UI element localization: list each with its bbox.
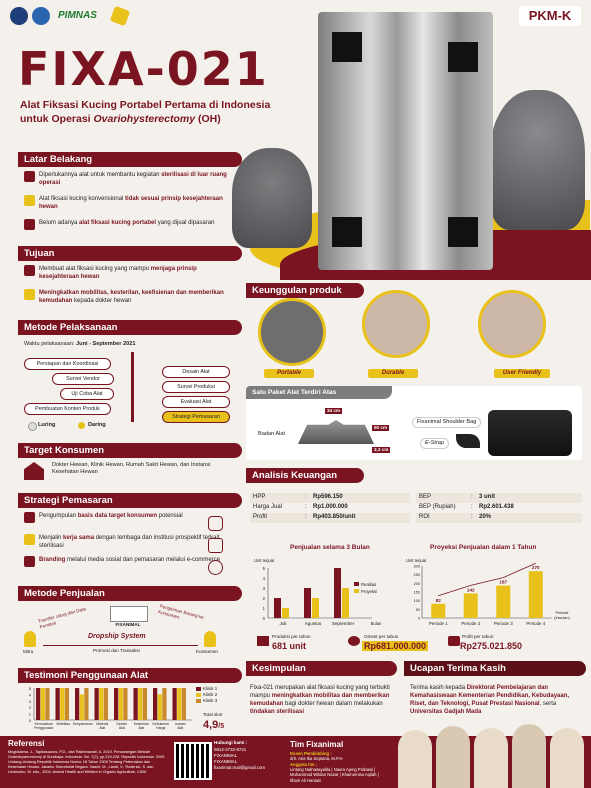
tag-durable: Durable: [368, 369, 418, 378]
metode-step-left: Uji Coba Alat: [60, 388, 114, 400]
promosi-arrow: [43, 645, 198, 646]
user-friendly-image: [478, 290, 546, 358]
dim-50: 50 cm: [374, 425, 388, 430]
finance-colon: :: [305, 494, 307, 500]
metode-step-left: Survei Vendor: [52, 373, 114, 385]
omset-icon: [348, 636, 360, 646]
chart2-y-tick: 200: [413, 581, 420, 586]
testi-bar: [158, 694, 162, 720]
chart1-legend-swatch: [354, 589, 359, 593]
page-title: FIXA-021: [18, 42, 269, 96]
chart1-xlabel: Bulan: [370, 621, 382, 626]
omset-label: Omset per tahun: [364, 634, 399, 639]
latar-part: alat fiksasi kucing portabel: [79, 220, 157, 226]
subtitle-part: untuk Operasi: [20, 113, 94, 125]
testi-x-tick: Kebutuhan: [152, 722, 169, 726]
kesimpulan-text: [250, 684, 400, 716]
legend-label: Klinik 1: [203, 686, 218, 691]
chart1-x-tick: Juli: [279, 621, 287, 626]
mitra-icon: [24, 631, 36, 647]
ter-part: , serta: [539, 701, 557, 707]
durable-image: [362, 290, 430, 358]
testi-y-tick: 5: [28, 686, 31, 691]
testi-bar: [123, 688, 127, 720]
latar-part: tidak sesuai prinsip kesejahteraan hewan: [39, 196, 223, 210]
ref-heading: Referensi: [8, 739, 45, 748]
chart1-y-tick: 4: [262, 576, 265, 581]
team-member: [512, 724, 546, 788]
chart2-ylabel: Unit terjual: [406, 558, 427, 563]
konsumen-label: Konsumen: [196, 649, 218, 654]
finance-row: [416, 513, 582, 523]
device-clamp: [332, 217, 362, 247]
testi-x-tick: Material: [96, 722, 109, 726]
metode-step-left: Persiapan dan Koordinasi: [24, 358, 111, 370]
legend-daring-dot: [78, 422, 85, 429]
testi-x-tick: Desain: [116, 722, 128, 726]
latar-part: sterilisasi di luar ruang operasi: [39, 172, 227, 186]
testi-y-tick: 0: [28, 718, 31, 723]
finance-value: Rp596.150: [313, 494, 343, 500]
tujuan-heading: Tujuan: [18, 246, 242, 261]
cat-left-image: [232, 148, 312, 248]
chart2-y-tick: 250: [413, 573, 420, 578]
finance-table-right: [416, 493, 582, 523]
page-subtitle-2: [20, 113, 221, 125]
konsumen-icon: [204, 631, 216, 647]
testi-bar: [80, 694, 84, 720]
pimnas-emblem-icon: [110, 6, 131, 27]
tujuan-bullet-icon: [24, 289, 35, 300]
strategi-text: [39, 534, 236, 550]
testi-bar: [95, 688, 99, 720]
strategi-part: Branding: [39, 557, 66, 563]
latar-text: [39, 171, 236, 187]
metode-waktu: [24, 341, 135, 348]
tujuan-bullet-icon: [24, 265, 35, 276]
strategi-text: [39, 556, 220, 564]
produksi-value: 681 unit: [272, 641, 307, 651]
pimnas-logo: PIMNAS: [58, 10, 97, 21]
testi-y-tick: 2: [28, 705, 31, 711]
team-member: [550, 728, 584, 788]
chart2-bar: [496, 586, 510, 618]
chart2-data-label: 187: [499, 579, 508, 585]
testi-bar: [119, 688, 123, 720]
chart1-x-tick: September: [331, 621, 355, 626]
chart2-bar: [529, 571, 543, 618]
kes-part: Fixa-021 merupakan alat fiksasi kucing yang terbukti mampu: [250, 685, 390, 699]
promosi-label: Promosi dan Transaksi: [93, 648, 140, 653]
finance-value: Rp403.850/unit: [313, 514, 356, 520]
anggota-label: Anggota tim :: [290, 762, 317, 767]
legend-swatch: [196, 693, 201, 697]
hubungi-label: Hubungi kami :: [214, 740, 248, 745]
chart1-x-tick: Agustus: [304, 621, 322, 626]
latar-part: Diperlukannya alat untuk membantu kegiatan: [39, 172, 162, 178]
profit-label: Profit per tahun: [462, 634, 494, 639]
finance-value: Rp1.000.000: [313, 504, 348, 510]
finance-table-left: [250, 493, 410, 523]
profit-value: Rp275.021.850: [460, 641, 523, 651]
omset-value: Rp681.000.000: [364, 641, 427, 651]
legend-luring: Luring: [38, 422, 56, 428]
anggota-names: Lintang Nathasayalita | Naura Ajeng Prabawi | Muhammad Wildan Nazar | Khairunnisa Aqilah | Ilham Ali Haniani: [290, 767, 379, 783]
sales-3month-chart: [252, 556, 402, 632]
finance-key: BEP: [419, 494, 432, 500]
chart1-y-tick: 2: [262, 596, 265, 601]
kes-bold: meningkatkan mobilitas dan memberikan kemudahan: [250, 693, 390, 707]
testi-bar: [41, 688, 45, 720]
chart1-bar: [282, 608, 289, 618]
finance-value: 20%: [479, 514, 492, 520]
chart1-title: Penjualan selama 3 Bulan: [290, 544, 370, 551]
chart2-x-tick: Periode 2: [461, 621, 481, 626]
pkm-badge: PKM-K: [519, 6, 581, 26]
waktu-value: Juni - September 2021: [76, 341, 136, 347]
latar-heading: Latar Belakang: [18, 152, 242, 167]
chart1-bar: [304, 588, 311, 618]
testimoni-heading: Testimoni Penggunaan Alat: [18, 668, 242, 683]
strap-image: [456, 434, 480, 448]
finance-row: [416, 493, 582, 503]
chart1-bar: [312, 598, 319, 618]
tujuan-item: [24, 289, 236, 305]
badan-label: Badan Alat: [258, 431, 286, 437]
finance-value: Rp2.601.438: [479, 504, 514, 510]
testi-bar: [153, 688, 157, 720]
fixa-device-image: [318, 12, 493, 270]
chart2-x-tick: Periode 4: [526, 621, 546, 626]
testi-x-tick: Alat: [99, 726, 106, 730]
header-logos: [10, 6, 130, 28]
strategi-part: melalui media sosial dan pemasaran melalui e-commerce: [65, 557, 221, 563]
testi-bar: [84, 688, 88, 720]
testi-bar: [104, 688, 108, 720]
bag-image: [488, 410, 572, 456]
chart1-legend-label: Realitas: [361, 582, 377, 587]
tim-heading: Tim Fixanimal: [290, 740, 344, 749]
testi-bar: [143, 688, 147, 720]
finance-key: BEP (Rupiah): [419, 504, 456, 510]
strategi-bullet-icon: [24, 512, 35, 523]
testi-x-tick: Kesterilan: [133, 722, 149, 726]
latar-bullet-icon: [24, 171, 35, 182]
instagram-icon[interactable]: [208, 516, 223, 531]
strategi-part: basis data target konsumen: [77, 513, 158, 519]
testi-legend-item: [196, 698, 217, 704]
chart2-bar: [431, 604, 445, 618]
subtitle-italic: Ovariohysterectomy: [93, 113, 196, 125]
finance-colon: :: [471, 494, 473, 500]
chart2-y-tick: 50: [415, 607, 420, 612]
chart2-data-label: 82: [435, 597, 441, 603]
strategi-part: Menjalin: [39, 535, 64, 541]
shop-icon[interactable]: [208, 538, 223, 553]
testi-bar: [134, 688, 138, 720]
dropship-label: Dropship System: [88, 633, 146, 640]
page-subtitle-1: Alat Fiksasi Kucing Portabel Pertama di Indonesia: [20, 99, 271, 111]
testi-x-tick: Kenyamanan: [72, 722, 93, 726]
terima-text: [410, 684, 582, 716]
tujuan-text: [39, 289, 236, 305]
latar-bullet-icon: [24, 195, 35, 206]
finance-colon: :: [305, 514, 307, 520]
metode-heading: Metode Pelaksanaan: [18, 320, 242, 335]
keunggulan-heading: Keunggulan produk: [246, 283, 364, 298]
finance-row: [250, 503, 410, 513]
testi-x-tick: Alat: [118, 726, 125, 730]
strategi-item: [24, 534, 236, 550]
testi-bar: [36, 688, 40, 720]
ref-text: Mugiddama, J., Tapikasaurus, P.D., dan Rakhmawati, A. 2019. Pencarangan Metode Ovariohysterectomy di Surabaya. Indonesia. Vol. 7(2), pp.219-226. Republik Indonesia. 2009. Undang-Undang Republik Indonesia Nomor 18 Tahun 2009 Tentang Peternakan dan Kesehatan Hewan. Jakarta: Sekretariat Negara. Vaanit, M., Landi, V., Roderick, S. dan Levinsohn, W. eds., 2004. Animal Health and Welfare in Organic Agriculture. CABI.: [8, 750, 166, 774]
mitra-label: Mitra: [23, 649, 34, 654]
paket-heading: Satu Paket Alat Terdiri Atas: [246, 386, 392, 399]
penjualan-heading: Metode Penjualan: [18, 586, 242, 601]
total-label: Total skor: [203, 712, 223, 717]
kesimpulan-heading: Kesimpulan: [246, 661, 397, 676]
contact-item[interactable]: 0812-2732-8721: [214, 747, 247, 752]
chart1-y-tick: 0: [262, 616, 265, 621]
chart2-bar: [464, 593, 478, 618]
total-suffix: /5: [218, 723, 225, 730]
device-clamp: [448, 217, 478, 247]
strategi-heading: Strategi Pemasaran: [18, 493, 242, 508]
testi-bar: [114, 688, 118, 720]
metode-step-right: Evaluasi Alat: [162, 396, 230, 408]
dropship-diagram: [18, 603, 243, 663]
chart2-y-tick: 150: [413, 590, 420, 595]
total-value: 4,9: [203, 719, 219, 731]
tujuan-part: kepada dokter hewan: [72, 298, 132, 304]
subtitle-part: (OH): [195, 113, 221, 125]
testi-y-tick: 3: [28, 698, 31, 704]
chart1-ylabel: Unit terjual: [254, 558, 275, 563]
target-text: Dokter Hewan, Klinik Hewan, Rumah Sakit Hewan, dan Instansi Kesehatan Hewan: [52, 462, 211, 475]
testi-bar: [65, 688, 69, 720]
chart2-y-tick: 300: [413, 564, 420, 569]
ter-bold: Universitas Gadjah Mada: [410, 709, 482, 715]
target-icon: [24, 462, 44, 480]
testi-bar: [173, 688, 177, 720]
team-member: [436, 726, 470, 788]
finance-key: ROI: [419, 514, 430, 520]
contact-item[interactable]: fixanimal.mail@gmail.com: [214, 765, 266, 770]
chart1-y-tick: 1: [262, 606, 265, 611]
chart2-x-tick: Periode 1: [428, 621, 448, 626]
dim-3: 3,3 cm: [374, 447, 389, 452]
tujuan-part: Meningkatkan mobilitas, kesterilan, keefisienan dan memberikan kemudahan: [39, 290, 224, 304]
finance-row: [250, 493, 410, 503]
strategi-bullet-icon: [24, 534, 35, 545]
chart1-bar: [274, 598, 281, 618]
legend-luring-dot: [28, 422, 37, 431]
chart1-bar: [334, 568, 341, 618]
strap-label: E-Strap: [420, 438, 449, 449]
testi-x-tick: Alat: [138, 726, 145, 730]
latar-part: yang dijual dipasaran: [156, 220, 215, 226]
ter-part: Terima kasih kepada: [410, 685, 467, 691]
total-score: [203, 719, 224, 731]
chart2-title: Proyeksi Penjualan dalam 1 Tahun: [430, 544, 537, 551]
tiktok-icon[interactable]: [208, 560, 223, 575]
strategi-part: Pengumpulan: [39, 513, 78, 519]
testi-bar: [162, 688, 166, 720]
finance-key: Profit: [253, 514, 268, 520]
flow-line: [131, 352, 134, 422]
testi-x-tick: Harga: [156, 726, 166, 730]
testi-bar: [182, 688, 186, 720]
legend-swatch: [196, 687, 201, 691]
finance-key: Harga Jual: [253, 504, 283, 510]
testi-x-tick: Kemudahan: [34, 722, 53, 726]
testi-bar: [177, 688, 181, 720]
waktu-label: Waktu pelaksanaan:: [24, 341, 77, 347]
tag-user-friendly: User Friendly: [494, 369, 550, 378]
tujuan-text: [39, 265, 236, 281]
tujuan-item: [24, 265, 236, 281]
strategi-item: [24, 556, 236, 567]
chart1-y-tick: 5: [262, 566, 265, 571]
kes-part: bagi dokter hewan dalam melakukan: [283, 701, 383, 707]
finance-colon: :: [471, 514, 473, 520]
chart1-y-tick: 3: [262, 586, 265, 591]
chart2-xlabel: (triwulan): [554, 616, 570, 620]
contact-list: [214, 747, 284, 771]
testi-x-tick: Inovasi: [174, 722, 186, 726]
legend-label: Klinik 2: [203, 692, 218, 697]
testi-bar: [45, 688, 49, 720]
metode-step-right: Strategi Pemasaran: [162, 411, 230, 423]
pengiriman-label: Pengiriman Barang ke Konsumen: [157, 603, 205, 621]
device-clamp: [332, 32, 362, 62]
finance-row: [416, 503, 582, 513]
qr-code-icon[interactable]: [174, 742, 212, 780]
dim-34: 34 cm: [327, 408, 341, 413]
testi-y-tick: 1: [28, 711, 31, 717]
testi-bar: [75, 688, 79, 720]
device-clamp: [448, 42, 478, 72]
testi-x-tick: Alat: [177, 726, 184, 730]
testi-bar: [60, 688, 64, 720]
terima-heading: Ucapan Terima Kasih: [404, 661, 586, 676]
target-heading: Target Konsumen: [18, 443, 242, 458]
cat-right-image: [490, 90, 585, 230]
tujuan-part: menjaga prinsip kesejahteraan hewan: [39, 266, 197, 280]
metode-step-right: Desain Alat: [162, 366, 230, 378]
strategi-part: potensial: [157, 513, 183, 519]
legend-daring: Daring: [88, 422, 106, 428]
latar-item: [24, 219, 236, 230]
testimoni-legend: [196, 686, 217, 704]
tujuan-part: Membuat alat fiksasi kucing yang mampu: [39, 266, 151, 272]
finance-value: 3 unit: [479, 494, 495, 500]
bag-label: Fixanimal Shoulder Bag: [412, 417, 481, 428]
chart2-x-tick: Periode 3: [493, 621, 513, 626]
latar-text: [39, 219, 214, 227]
transfer-label: Transfer Uang dan Data Pembeli: [37, 606, 87, 630]
strategi-part: dengan lembaga dan institusi prospektif terkait sterilisasi: [39, 535, 220, 549]
latar-part: Belum adanya: [39, 220, 80, 226]
strategi-part: kerja sama: [63, 535, 95, 541]
testi-bar: [138, 688, 142, 720]
fixanimal-box-icon: [110, 606, 148, 622]
latar-part: Alat fiksasi kucing konvensional: [39, 196, 126, 202]
legend-swatch: [196, 699, 201, 703]
testi-x-tick: Penggunaan: [34, 726, 54, 730]
chart2-trend-line: [438, 563, 536, 596]
kes-bold: tindakan sterilisasi: [250, 709, 305, 715]
kemdikbud-logo-icon: [32, 7, 50, 25]
analisis-heading: Analisis Keuangan: [246, 468, 364, 483]
fixanimal-label: FIXANIMAL: [115, 622, 141, 627]
chart2-y-tick: 0: [417, 616, 420, 621]
chart1-legend-label: Proyeksi: [361, 589, 378, 594]
legend-label: Klinik 3: [203, 698, 218, 703]
chart2-data-label: 142: [466, 587, 475, 593]
tag-portable: Portable: [264, 369, 314, 378]
team-photo: [394, 720, 588, 788]
contact-item[interactable]: FIXANIMAL: [214, 759, 238, 764]
testi-bar: [99, 688, 103, 720]
chart2-y-tick: 100: [413, 599, 420, 604]
metode-step-left: Pembuatan Konten Produk: [24, 403, 111, 415]
dosen-name: drh. Aria Ika Septana, M.P.H: [290, 756, 343, 761]
testi-bar: [56, 688, 60, 720]
latar-bullet-icon: [24, 219, 35, 230]
testi-y-tick: 4: [28, 692, 31, 698]
finance-key: HPP: [253, 494, 266, 500]
strategi-item: [24, 512, 236, 523]
chart2-data-label: 270: [531, 565, 540, 571]
ter-bold: Direktorat Pembelajaran dan Kemahasiswaan Kementerian Pendidikan, Kebudayaan, Riset, dan Teknologi, Pusat Prestasi Nasional: [410, 685, 570, 707]
dosen-label: Dosen Pembimbing :: [290, 751, 332, 756]
testi-x-tick: Mobilitas: [56, 722, 70, 726]
team-member: [398, 730, 432, 788]
strategi-bullet-icon: [24, 556, 35, 567]
chart2-xlabel: Periode: [555, 611, 569, 615]
portable-image: [258, 298, 326, 366]
produksi-icon: [257, 636, 269, 646]
finance-row: [250, 513, 410, 523]
chart1-legend-swatch: [354, 582, 359, 586]
chart1-bar: [342, 588, 349, 618]
strategi-text: [39, 512, 183, 520]
profit-icon: [448, 636, 460, 646]
latar-text: [39, 195, 236, 211]
metode-step-right: Survei Produksi: [162, 381, 230, 393]
latar-item: [24, 195, 236, 211]
produksi-label: Produksi per tahun: [272, 634, 311, 639]
contact-item[interactable]: FIXANIMAL: [214, 753, 238, 758]
ugm-logo-icon: [10, 7, 28, 25]
finance-colon: :: [305, 504, 307, 510]
projection-chart: [404, 556, 582, 632]
team-member: [474, 728, 508, 788]
latar-item: [24, 171, 236, 187]
finance-colon: :: [471, 504, 473, 510]
